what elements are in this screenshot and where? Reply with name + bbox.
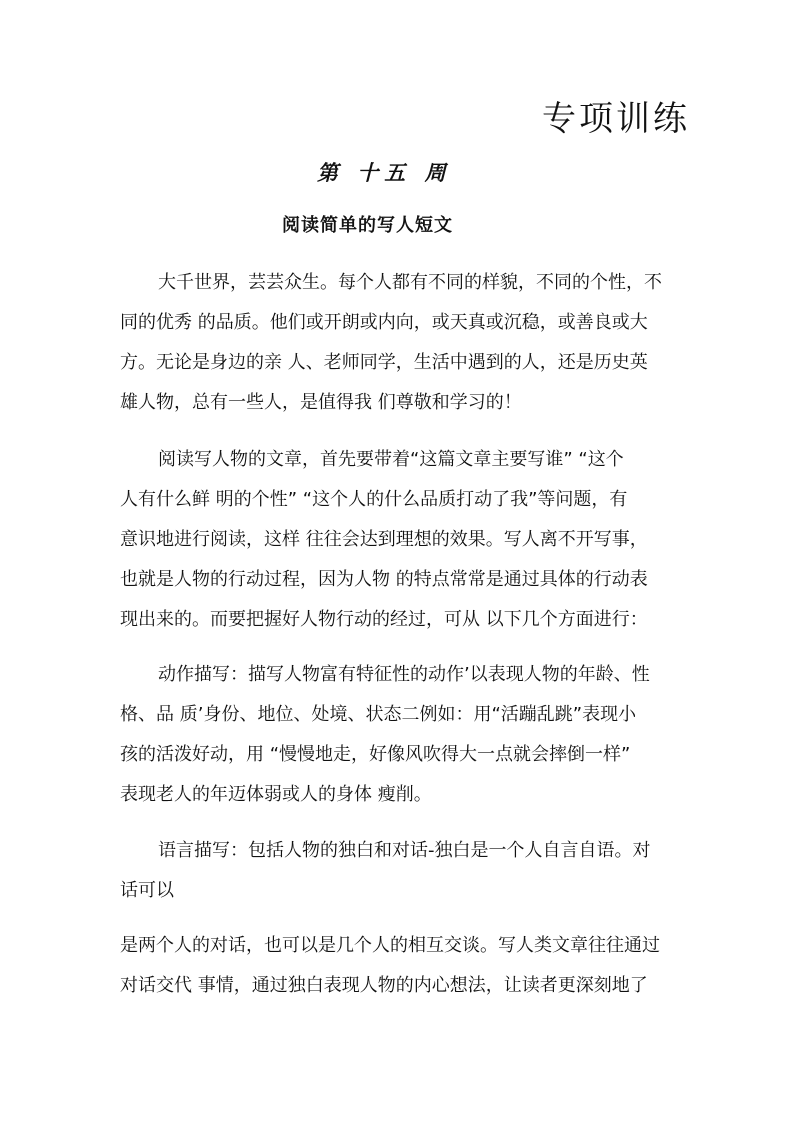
paragraph-4-line-2: 话可以 xyxy=(120,880,174,901)
paragraph-3-line-2: 格、品 质’身份、地位、处境、状态二例如：用“活蹦乱跳”表现小 xyxy=(120,704,637,725)
document-title: 阅读简单的写人短文 xyxy=(282,215,453,236)
paragraph-1-line-1: 大千世界，芸芸众生。每个人都有不同的样貌，不同的个性，不 xyxy=(158,272,662,293)
paragraph-5-line-1: 是两个人的对话，也可以是几个人的相互交谈。写人类文章往往通过 xyxy=(120,935,660,956)
paragraph-2-line-5: 现出来的。而要把握好人物行动的经过，可从 以下几个方面进行： xyxy=(120,609,648,630)
header-title: 专项训练 xyxy=(542,99,690,139)
paragraph-2-line-1: 阅读写人物的文章，首先要带着“这篇文章主要写谁” “这个 xyxy=(158,449,624,470)
paragraph-1-line-3: 方。无论是身边的亲 人、老师同学，生活中遇到的人，还是历史英 xyxy=(120,352,648,373)
paragraph-1-line-2: 同的优秀 的品质。他们或开朗或内向，或天真或沉稳，或善良或大 xyxy=(120,312,648,333)
paragraph-3-line-4: 表现老人的年迈体弱或人的身体 瘦削。 xyxy=(120,784,432,805)
paragraph-2-line-3: 意识地进行阅读，这样 往往会达到理想的效果。写人离不开写事， xyxy=(120,529,648,550)
paragraph-5-line-2: 对话交代 事情，通过独白表现人物的内心想法，让读者更深刻地了 xyxy=(120,975,648,996)
paragraph-1-line-4: 雄人物，总有一些人，是值得我 们尊敬和学习的！ xyxy=(120,392,522,413)
paragraph-3-line-1: 动作描写：描写人物富有特征性的动作’以表现人物的年龄、性 xyxy=(158,664,650,685)
paragraph-4-line-1: 语言描写：包括人物的独白和对话-独白是一个人自言自语。对 xyxy=(158,840,651,861)
paragraph-2-line-4: 也就是人物的行动过程，因为人物 的特点常常是通过具体的行动表 xyxy=(120,569,648,590)
paragraph-3-line-3: 孩的活泼好动，用 “慢慢地走，好像风吹得大一点就会摔倒一样” xyxy=(120,744,631,765)
week-title: 第 十五 周 xyxy=(317,160,452,185)
paragraph-2-line-2: 人有什么鲜 明的个性” “这个人的什么品质打动了我”等问题，有 xyxy=(120,489,628,510)
